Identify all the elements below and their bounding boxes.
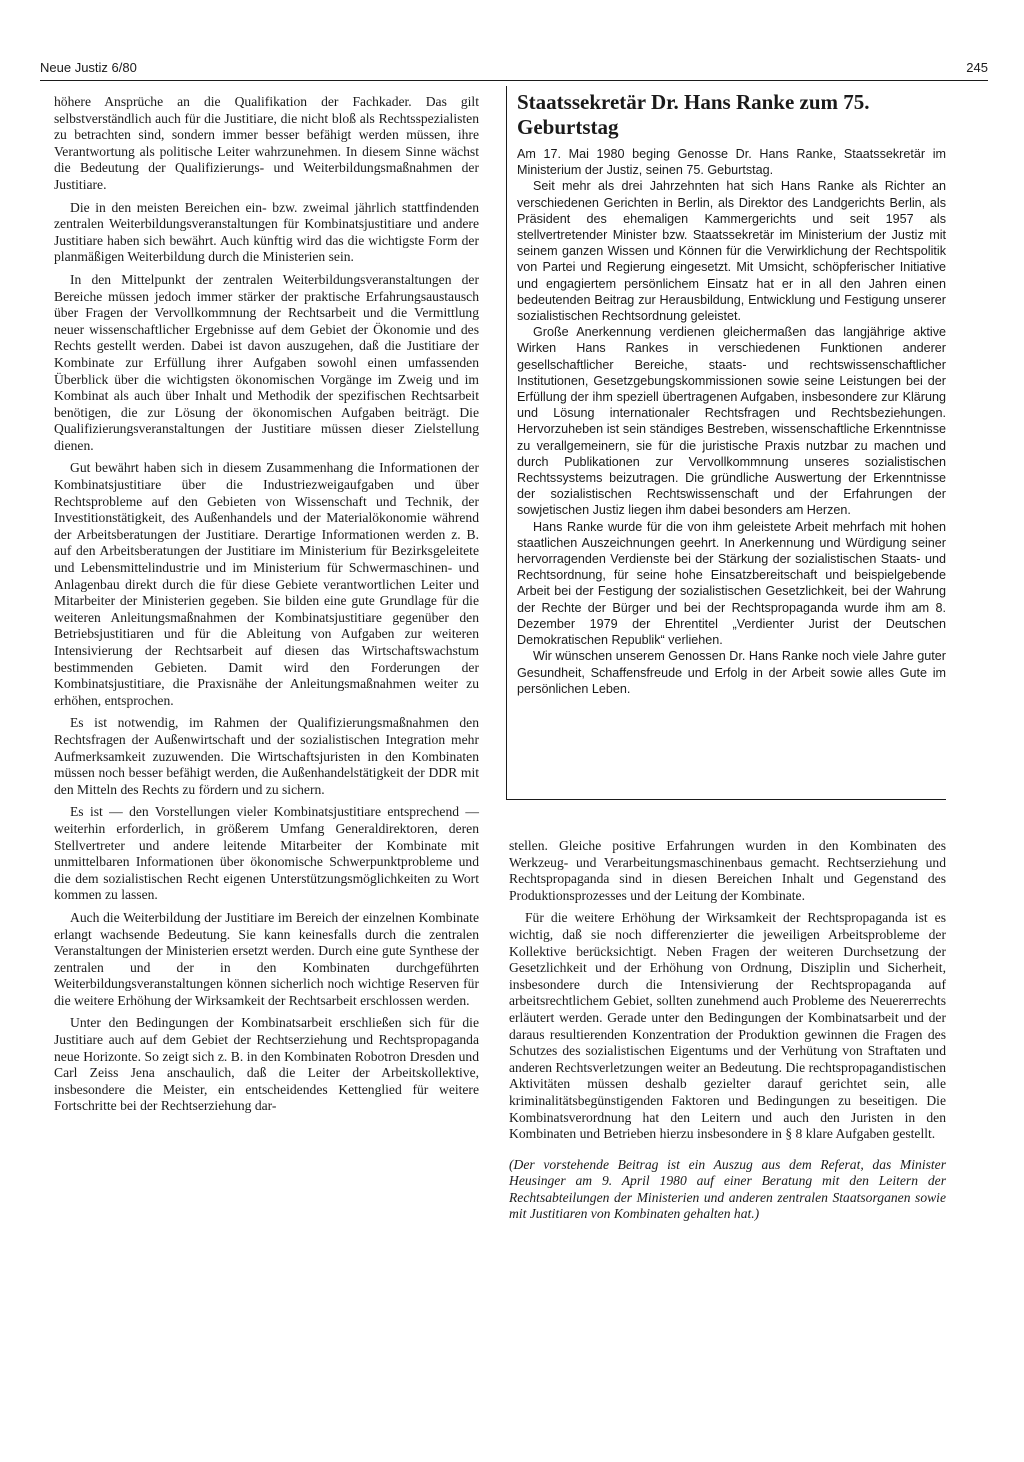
paragraph: Am 17. Mai 1980 beging Genosse Dr. Hans Ranke, Staatssekretär im Ministerium der Justiz, seinen 75. Geburtstag. xyxy=(517,147,946,178)
article-title: Staatssekretär Dr. Hans Ranke zum 75. Geburtstag xyxy=(517,90,870,139)
paragraph: Wir wünschen unserem Genossen Dr. Hans Ranke noch viele Jahre guter Gesundheit, Schaffensfreude und Erfolg in der Arbeit sowie alles Gute im persönlichen Leben. xyxy=(517,649,946,696)
paragraph: Hans Ranke wurde für die von ihm geleistete Arbeit mehrfach mit hohen staatlichen Auszeichnungen geehrt. In Anerkennung und Würdigung seiner hervorragenden Verdienste bei der Stärkung der sozialistischen Staats- und Rechtsordnung, für seine hohe Einsatzbereitschaft und beispielgebende Arbeit bei der Festigung der sozialistischen Gesetzlichkeit, bei der Wahrung der Rechte der Bürger und bei der Rechtspropaganda wurde ihm am 8. Dezember 1979 der Ehrentitel „Verdienter Jurist der Deutschen Demokratischen Republik“ verliehen. xyxy=(517,519,946,648)
paragraph: Seit mehr als drei Jahrzehnten hat sich Hans Ranke als Richter an verschiedenen Gerichten in Berlin, als Direktor des Landgerichts Berlin, als Präsident des ehemaligen Kammergerichts und seit 1957 als stellvertretender Minister bzw. Staatssekretär im Ministerium der Justiz mit seinem ganzen Wissen und Können für die Verwirklichung der Rechtspolitik von Partei und Regierung eingesetzt. Mit Umsicht, schöpferischer Initiative und engagiertem persönlichem Einsatz hat er in all den Jahren einen bedeutenden Beitrag zur Herausbildung, Entwicklung und Festigung unserer sozialistischen Rechtsordnung geleistet. xyxy=(517,179,946,324)
paragraph: höhere Ansprüche an die Qualifikation der Fachkader. Das gilt selbstverständlich auch für die Justitiare, die nicht bloß als Rechtsspezialisten zu betrachten sind, sondern immer besser befähigt werden müssen, ihre Verantwortung als politische Leiter wahrzunehmen. In diesem Sinne wächst die Bedeutung der Qualifizierungs- und Weiterbildungsmaßnahmen der Justitiare. xyxy=(54,94,479,192)
paragraph: Die in den meisten Bereichen ein- bzw. zweimal jährlich stattfindenden zentralen Weiterbildungsveranstaltungen für Kombinatsjustitiare und andere Justitiare haben sich bewährt. Auch künftig wird das die wichtigste Form der planmäßigen Weiterbildung durch die Ministerien sein. xyxy=(54,199,479,265)
running-header xyxy=(40,58,988,81)
paragraph: In den Mittelpunkt der zentralen Weiterbildungsveranstaltungen der Bereiche müssen jedoch immer stärker der praktische Erfahrungsaustausch über Fragen der Vervollkommnung der Rechtsarbeit und die Vermittlung neuer wissenschaftlicher Ergebnisse auf dem Gebiet der Ökonomie und des Rechts gestellt werden. Dabei ist davon auszugehen, daß die Justitiare der Kombinate zur Erfüllung ihrer Aufgaben sowohl einen umfassenden Überblick über die wichtigsten ökonomischen Vorgänge im Zweig und im Kombinat als auch über Inhalt und Methodik der spezifischen Rechtsarbeit benötigen, die zur Lösung der ökonomischen Aufgaben beiträgt. Die Qualifizierungsveranstaltungen der Justitiare müssen dieser Zielstellung dienen. xyxy=(54,271,479,453)
page-number: 245 xyxy=(966,60,988,75)
paragraph: Unter den Bedingungen der Kombinatsarbeit erschließen sich für die Justitiare auch auf dem Gebiet der Rechtserziehung und Rechtspropaganda neue Horizonte. So zeigt sich z. B. in den Kombinaten Robotron Dresden und Carl Zeiss Jena anschaulich, daß die Leiter der Arbeitskollektive, insbesondere die Meister, ein entscheidendes Kettenglied für weitere Fortschritte bei der Rechtserziehung dar- xyxy=(54,1015,479,1114)
paragraph: Es ist notwendig, im Rahmen der Qualifizierungsmaßnahmen den Rechtsfragen der Außenwirtschaft und der sozialistischen Integration mehr Aufmerksamkeit zuzuwenden. Die Wirtschaftsjuristen in den Kombinaten müssen noch besser befähigt werden, die Außenhandelstätigkeit der DDR mit den Mitteln des Rechts zu fördern und zu sichern. xyxy=(54,715,479,797)
paragraph: Es ist — den Vorstellungen vieler Kombinatsjustitiare entsprechend — weiterhin erforderlich, in größerem Umfang Generaldirektoren, deren Stellvertreter und andere leitende Mitarbeiter der Kombinate mit unmittelbaren Informationen über ökonomische Schwerpunktprobleme und die dem sozialistischen Recht eigenen Unterstützungsmöglichkeiten zu Wort kommen zu lassen. xyxy=(54,804,479,903)
right-column xyxy=(509,838,946,1223)
paragraph: Große Anerkennung verdienen gleichermaßen das langjährige aktive Wirken Hans Rankes in verschiedenen Funktionen anderer gesellschaftlicher Bereiche, staats- und rechtswissenschaftlicher Institutionen, Gesetzgebungskommissionen sowie seine Leistungen bei der Erfüllung der ihm speziell übertragenen Aufgaben, insbesondere zur Klärung und Lösung internationaler Rechtsfragen und Rechtsbeziehungen. Hervorzuheben ist sein ständiges Bestreben, wissenschaftliche Erkenntnisse zu verallgemeinern, sie für die juristische Praxis nutzbar zu machen und durch Publikationen zur Vervollkommnung unseres sozialistischen Rechtssystems beizutragen. Die gründliche Auswertung der Erkenntnisse der sozialistischen Rechtswissenschaft und der Erfahrungen der sowjetischen Justiz liegen ihm dabei besonders am Herzen. xyxy=(517,325,946,518)
editorial-note: (Der vorstehende Beitrag ist ein Auszug aus dem Referat, das Minister Heusinger am 9. April 1980 auf einer Beratung mit den Leitern der Rechtsabteilungen der Ministerien und anderen zentralen Staatsorganen sowie mit Justitiaren von Kombinaten gehalten hat.) xyxy=(509,1156,946,1222)
left-column xyxy=(54,94,479,1115)
paragraph: stellen. Gleiche positive Erfahrungen wurden in den Kombinaten des Werkzeug- und Verarbeitungsmaschinenbaus gemacht. Rechtserziehung und Rechtspropaganda sind in diesen Bereichen Inhalt und Gegenstand des Produktionsprozesses und der Leitung der Kombinate. xyxy=(509,838,946,903)
birthday-article-box xyxy=(506,86,946,800)
article-body xyxy=(517,146,946,697)
paragraph: Gut bewährt haben sich in diesem Zusammenhang die Informationen der Kombinatsjustitiare über die Industriezweigaufgaben und über Rechtsprobleme auf den Gebieten von Wissenschaft und Technik, der Investitionstätigkeit, des Außenhandels und der Materialökonomie während der Arbeitsberatungen der Justitiare. Derartige Informationen werden z. B. auf den Arbeitsberatungen der Justitiare im Ministerium für Bezirksgeleitete und Lebensmittelindustrie und im Ministerium für Schwermaschinen- und Anlagenbau direkt durch die für diese Gebiete verantwortlichen Leiter und Mitarbeiter der Ministerien gegeben. Sie bilden eine gute Grundlage für die weiteren Anleitungsmaßnahmen der Kombinatsjustitiare gegenüber den Betriebsjustitiaren und für die Ableitung von Aufgaben zur weiteren Intensivierung der Rechtsarbeit auf diesen das Wirtschaftswachstum bestimmenden Gebieten. Damit wird den Forderungen der Kombinatsjustitiare, die Praxisnähe der Anleitungsmaßnahmen weiter zu erhöhen, entsprochen. xyxy=(54,460,479,708)
paragraph: Auch die Weiterbildung der Justitiare im Bereich der einzelnen Kombinate erlangt wachsende Bedeutung. Sie kann keinesfalls durch die zentralen Veranstaltungen der Ministerien ersetzt werden. Durch eine gute Synthese der zentralen und der in den Kombinaten durchgeführten Weiterbildungsveranstaltungen können sicherlich noch wichtige Reserven für die weitere Erhöhung der Wirksamkeit der Rechtsarbeit erschlossen werden. xyxy=(54,909,479,1008)
journal-issue: Neue Justiz 6/80 xyxy=(40,60,137,75)
paragraph: Für die weitere Erhöhung der Wirksamkeit der Rechtspropaganda ist es wichtig, daß sie noch differenzierter die jeweiligen Arbeitsprobleme der Kollektive berücksichtigt. Neben Fragen der weiteren Durchsetzung der Gesetzlichkeit und der Erhöhung von Ordnung, Disziplin und Sicherheit, insbesondere durch die Intensivierung der Rechtspropaganda auf arbeitsrechtlichem Gebiet, sollten zunehmend auch Probleme des Neuererrechts erläutert werden. Gerade unter den Bedingungen der Kombinatsarbeit und der daraus resultierenden Konzentration der Produktion gewinnen die Fragen des Schutzes des sozialistischen Eigentums und der Verhütung von Straftaten und anderen Rechtsverletzungen weiter an Bedeutung. Die rechtspropagandistischen Aktivitäten müssen deshalb gezielter darauf gerichtet sein, alle kriminalitätsbegünstigenden Faktoren und Bedingungen zu beseitigen. Die Kombinatsverordnung hat den Leitern und auch den Juristen in den Kombinaten und Betrieben hierzu insbesondere in § 8 klare Aufgaben gestellt. xyxy=(509,910,946,1142)
